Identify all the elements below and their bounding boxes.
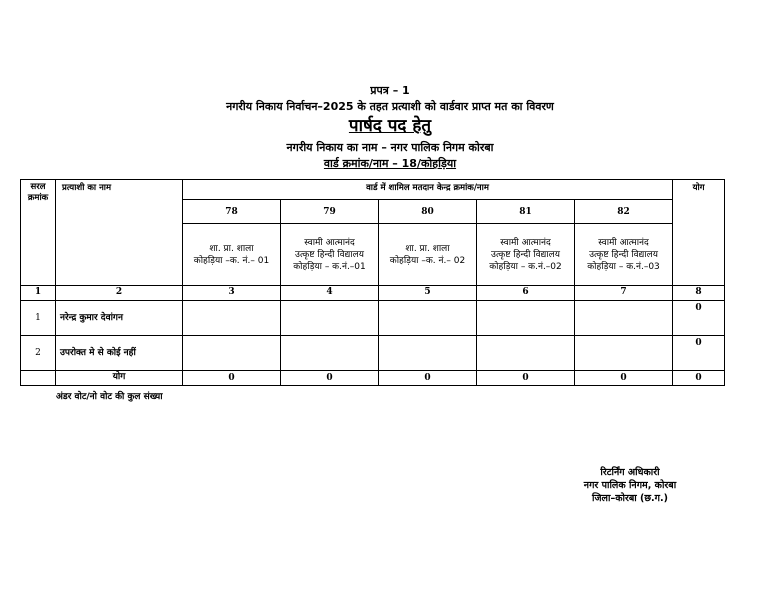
signature-line: रिटर्निंग अधिकारी — [600, 467, 660, 478]
row-serial: 1 — [21, 301, 56, 336]
column-index: 5 — [379, 286, 477, 301]
vote-cell — [477, 301, 575, 336]
booth-number: 80 — [379, 200, 477, 224]
vote-cell — [575, 301, 673, 336]
table-row — [21, 301, 725, 336]
sum-value: 0 — [379, 371, 477, 386]
sum-row — [21, 371, 725, 386]
col-serial-header: सरल क्रमांक — [21, 180, 56, 286]
booth-name — [379, 224, 477, 286]
signature-block — [560, 466, 700, 505]
vote-table — [20, 179, 725, 386]
sum-total: 0 — [673, 371, 725, 386]
table-row — [21, 336, 725, 371]
vote-cell — [281, 301, 379, 336]
booth-number: 79 — [281, 200, 379, 224]
vote-cell — [379, 301, 477, 336]
booth-name-line: उत्कृष्ट हिन्दी विद्यालय — [491, 249, 560, 260]
booth-name-line: कोहड़िया –क. नं.– 02 — [389, 255, 466, 266]
row-serial: 2 — [21, 336, 56, 371]
vote-cell — [183, 336, 281, 371]
booth-name-line: कोहड़िया – क.नं.–03 — [587, 261, 660, 272]
booth-name — [477, 224, 575, 286]
document-subtitle: नगरीय निकाय निर्वाचन–2025 के तहत प्रत्याशी को वार्डवार प्राप्त मत का विवरण — [226, 100, 554, 113]
sum-row-spacer — [21, 371, 56, 386]
booth-name-line: उत्कृष्ट हिन्दी विद्यालय — [589, 249, 658, 260]
under-vote-note: अंडर वोट/नो वोट की कुल संख्या — [56, 392, 163, 402]
column-index: 2 — [56, 286, 183, 301]
booth-number: 81 — [477, 200, 575, 224]
row-total: 0 — [673, 336, 725, 371]
sum-value: 0 — [575, 371, 673, 386]
vote-cell — [183, 301, 281, 336]
booth-number: 82 — [575, 200, 673, 224]
form-label: प्रपत्र – 1 — [370, 84, 410, 97]
ward-name: वार्ड क्रमांक/नाम – 18/कोहड़िया — [323, 157, 457, 170]
candidate-name: नरेन्द्र कुमार देवांगन — [56, 301, 183, 336]
sum-value: 0 — [281, 371, 379, 386]
booth-name-line: कोहड़िया –क. नं.– 01 — [193, 255, 270, 266]
booth-name-line: स्वामी आत्मानंद — [598, 237, 649, 248]
booth-name — [281, 224, 379, 286]
booth-name-line: शा. प्रा. शाला — [209, 243, 254, 254]
col-total-header: योग — [673, 180, 725, 286]
booth-name-line: उत्कृष्ट हिन्दी विद्यालय — [295, 249, 364, 260]
booth-name-line: स्वामी आत्मानंद — [500, 237, 551, 248]
booth-name-line: कोहड़िया – क.नं.–02 — [489, 261, 562, 272]
signature-line: जिला–कोरबा (छ.ग.) — [592, 493, 668, 504]
sum-value: 0 — [477, 371, 575, 386]
vote-cell — [281, 336, 379, 371]
booth-name-line: कोहड़िया – क.नं.–01 — [293, 261, 366, 272]
column-index: 7 — [575, 286, 673, 301]
document-title: पार्षद पद हेतु — [348, 116, 432, 136]
booth-name-line: स्वामी आत्मानंद — [304, 237, 355, 248]
sum-label: योग — [56, 371, 183, 386]
booth-name — [575, 224, 673, 286]
signature-line: नगर पालिक निगम, कोरबा — [583, 480, 677, 491]
booth-name — [183, 224, 281, 286]
column-index: 8 — [673, 286, 725, 301]
column-index: 3 — [183, 286, 281, 301]
row-total: 0 — [673, 301, 725, 336]
column-index: 6 — [477, 286, 575, 301]
col-candidate-header: प्रत्याशी का नाम — [56, 180, 183, 286]
candidate-name: उपरोक्त मे से कोई नहीं — [56, 336, 183, 371]
sum-value: 0 — [183, 371, 281, 386]
booth-name-line: शा. प्रा. शाला — [405, 243, 450, 254]
vote-cell — [477, 336, 575, 371]
vote-cell — [575, 336, 673, 371]
column-index: 1 — [21, 286, 56, 301]
body-name: नगरीय निकाय का नाम – नगर पालिक निगम कोरबा — [286, 141, 494, 154]
booth-number: 78 — [183, 200, 281, 224]
column-index: 4 — [281, 286, 379, 301]
col-booths-header: वार्ड में शामिल मतदान केन्द्र क्रमांक/नाम — [183, 180, 673, 200]
vote-cell — [379, 336, 477, 371]
